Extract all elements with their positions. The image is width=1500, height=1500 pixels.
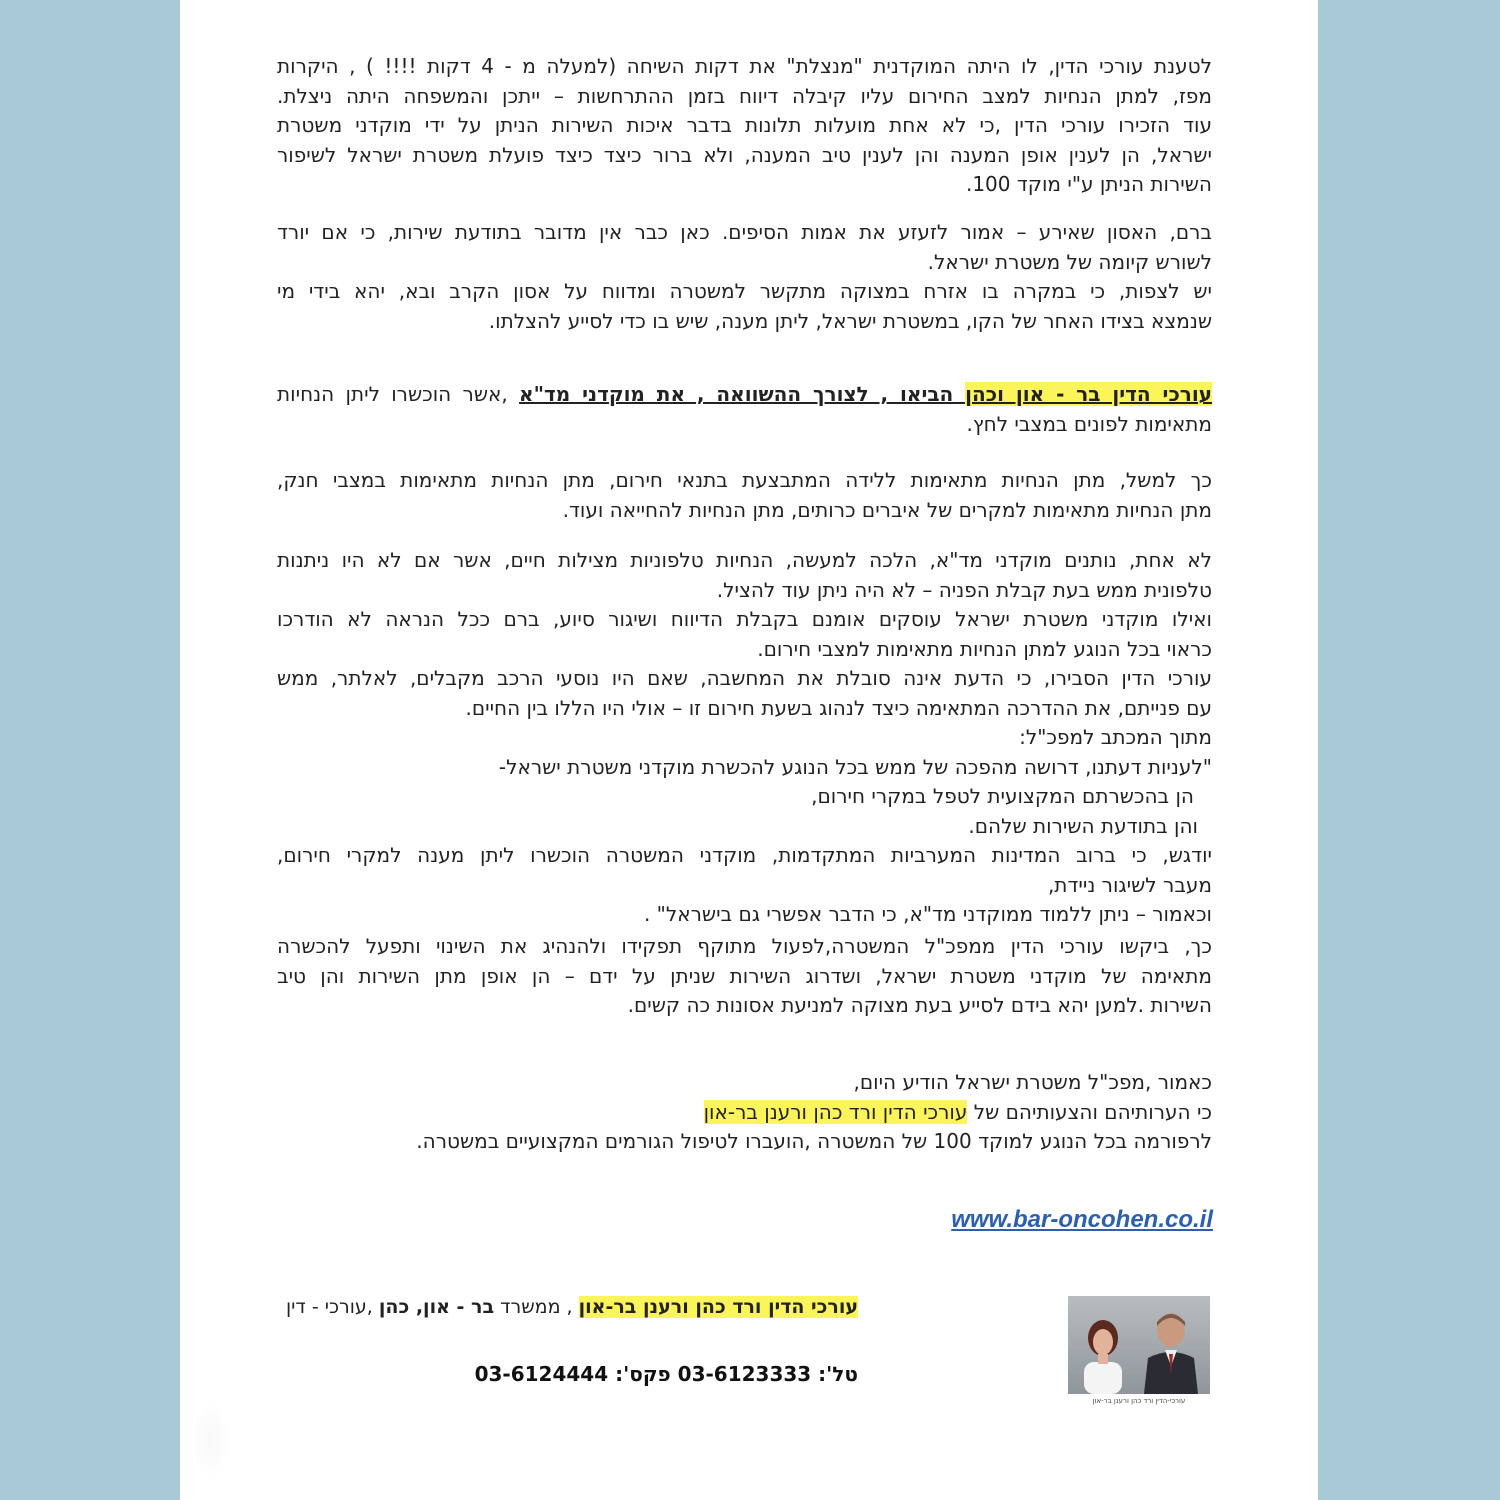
paragraph-3 [277, 380, 1212, 439]
photo-caption: עורכי-הדין ורד כהן ורענן בר-און [1092, 1397, 1186, 1405]
quote-line: "לעניות דעתנו, דרושה מהפכה של ממש בכל הנוגע להכשרת מוקדני משטרת ישראל- [498, 754, 1212, 779]
fax-number: 03-6124444 [474, 1362, 609, 1386]
website-link[interactable]: www.bar-oncohen.co.il [951, 1206, 1213, 1233]
highlighted-lawyer-names: עורכי הדין ורד כהן ורענן בר-און [703, 1099, 968, 1124]
paragraph-4 [277, 466, 1212, 525]
text-line: לשורש קיומה של משטרת ישראל. [927, 249, 1212, 274]
lawyers-photo [1068, 1296, 1210, 1394]
text-line [277, 380, 1212, 410]
text-line: וכאמור – ניתן ללמוד ממוקדני מד"א, כי הדבר אפשרי גם בישראל" . [643, 902, 1212, 926]
text-line: מתוך המכתב למפכ"ל: [1019, 725, 1212, 749]
footer-contact [475, 1362, 858, 1386]
phone-label: טל': [811, 1362, 858, 1386]
woman-portrait-icon [1080, 1316, 1126, 1394]
text-line: עם פנייתם, את ההדרכה המתאימה כיצד לנהוג בשעת חירום זו – אולי היו הללו בין החיים. [465, 695, 1212, 720]
fax-label: פקס': [608, 1362, 678, 1386]
text-line: כאמור ,מפכ"ל משטרת ישראל הודיע היום, [853, 1070, 1212, 1094]
scan-smudge [190, 1400, 230, 1480]
paragraph-2 [277, 218, 1212, 336]
text-line: לרפורמה בכל הנוגע למוקד 100 של המשטרה ,הועברו לטיפול הגורמים המקצועיים במשטרה. [416, 1129, 1212, 1153]
text-line: ברם, האסון שאירע – אמור לזעזע את אמות הסיפים. כאן כבר אין מדובר בתודעת שירות, כי אם יורד [277, 220, 1212, 244]
text-line: יודגש, כי ברוב המדינות המערביות המתקדמות, מוקדני המשטרה הוכשרו ליתן מענה למקרי חירום, [277, 843, 1212, 867]
underlined-comparison: הביאו , לצורך ההשוואה , את מוקדני מד"א [519, 382, 966, 406]
footer-lawyer-names: עורכי הדין ורד כהן ורענן בר-און [578, 1296, 858, 1318]
highlighted-lawyers: עורכי הדין בר - און וכהן [965, 382, 1212, 406]
footer-text: , ממשרד [494, 1296, 579, 1318]
footer-firm-name: בר - און, כהן [378, 1296, 495, 1318]
text-line: מתאימה של מוקדני משטרת ישראל, ושדרוג השירות שניתן על ידם – הן אופן מתן השירות והן טיב [277, 963, 1212, 988]
text-line [277, 1098, 1212, 1128]
phone-number: 03-6123333 [677, 1362, 812, 1386]
document-page [180, 0, 1318, 1500]
text-line: מפז, למתן הנחיות למצב החירום עליו קיבלה דיווח בזמן ההתרחשות – ייתכן והמשפחה היתה ניצלת. [277, 83, 1212, 108]
paragraph-8 [277, 1068, 1212, 1157]
quote-line: הן בהכשרתם המקצועית לטפל במקרי חירום, [811, 784, 1194, 808]
text-line: כך, ביקשו עורכי הדין ממפכ"ל המשטרה,לפעול מתוקף תפקידו ולהנהיג את השינוי ותפעל להכשרה [277, 934, 1212, 958]
text-line: יש לצפות, כי במקרה בו אזרח במצוקה מתקשר למשטרה ומדווח על אסון הקרב ובא, יהא בידי מי [277, 279, 1212, 303]
text-span: ,אשר הוכשרו ליתן הנחיות [277, 382, 520, 406]
text-line: כראוי בכל הנוגע למתן הנחיות מתאימות למצבי חירום. [757, 636, 1212, 661]
paragraph-7 [277, 932, 1212, 1021]
footer-text: ,עורכי - דין [285, 1296, 379, 1318]
text-line: לטענת עורכי הדין, לו היתה המוקדנית "מנצלת" את דקות השיחה (למעלה מ - 4 דקות !!!! ) , היקרות [277, 54, 1212, 78]
paragraph-1 [277, 52, 1212, 200]
text-line: ישראל, הן לענין אופן המענה והן לענין טיב המענה, ולא ברור כיצד כיצד פועלת משטרת ישראל לשיפור [277, 142, 1212, 167]
footer-credit [286, 1296, 858, 1318]
text-line: ואילו מוקדני משטרת ישראל עוסקים אומנם בקבלת הדיווח ושיגור סיוע, ברם ככל הנראה לא הודרכו [277, 607, 1212, 631]
text-line: השירות הניתן ע"י מוקד 100. [965, 172, 1212, 196]
text-line: טלפונית ממש בעת קבלת הפניה – לא היה ניתן עוד להציל. [716, 577, 1212, 602]
text-line: עורכי הדין הסבירו, כי הדעת אינה סובלת את המחשבה, שאם היו נוסעי הרכב מקבלים, לאלתר, ממש [277, 666, 1212, 690]
text-line: כך למשל, מתן הנחיות מתאימות ללידה המתבצעת בתנאי חירום, מתן הנחיות מתאימות במצבי חנק, [277, 468, 1212, 492]
text-span: כי הערותיהם והצעותיהם של [967, 1099, 1212, 1124]
text-line: השירות .למען יהא בידם לסייע בעת מצוקה למניעת אסונות כה קשים. [627, 993, 1212, 1017]
text-line: שנמצא בצידו האחר של הקו, במשטרת ישראל, ליתן מענה, שיש בו כדי לסייע להצלתו. [488, 308, 1212, 333]
man-portrait-icon [1138, 1304, 1204, 1394]
text-line: לא אחת, נותנים מוקדני מד"א, הלכה למעשה, הנחיות טלפוניות מצילות חיים, אשר אם לא היו ניתנות [277, 548, 1212, 572]
text-line: מתן הנחיות מתאימות למקרים של איברים כרותים, מתן הנחיות להחייאה ועוד. [562, 497, 1212, 522]
text-line: עוד הזכירו עורכי הדין ,כי לא אחת מועלות תלונות בדבר איכות השירות הניתן על ידי מוקדני משטרת [277, 113, 1212, 137]
text-line: מעבר לשיגור ניידת, [1047, 872, 1212, 897]
text-line: מתאימות לפונים במצבי לחץ. [966, 411, 1212, 436]
paragraph-5 [277, 546, 1212, 930]
quote-line: והן בתודעת השירות שלהם. [968, 813, 1198, 838]
